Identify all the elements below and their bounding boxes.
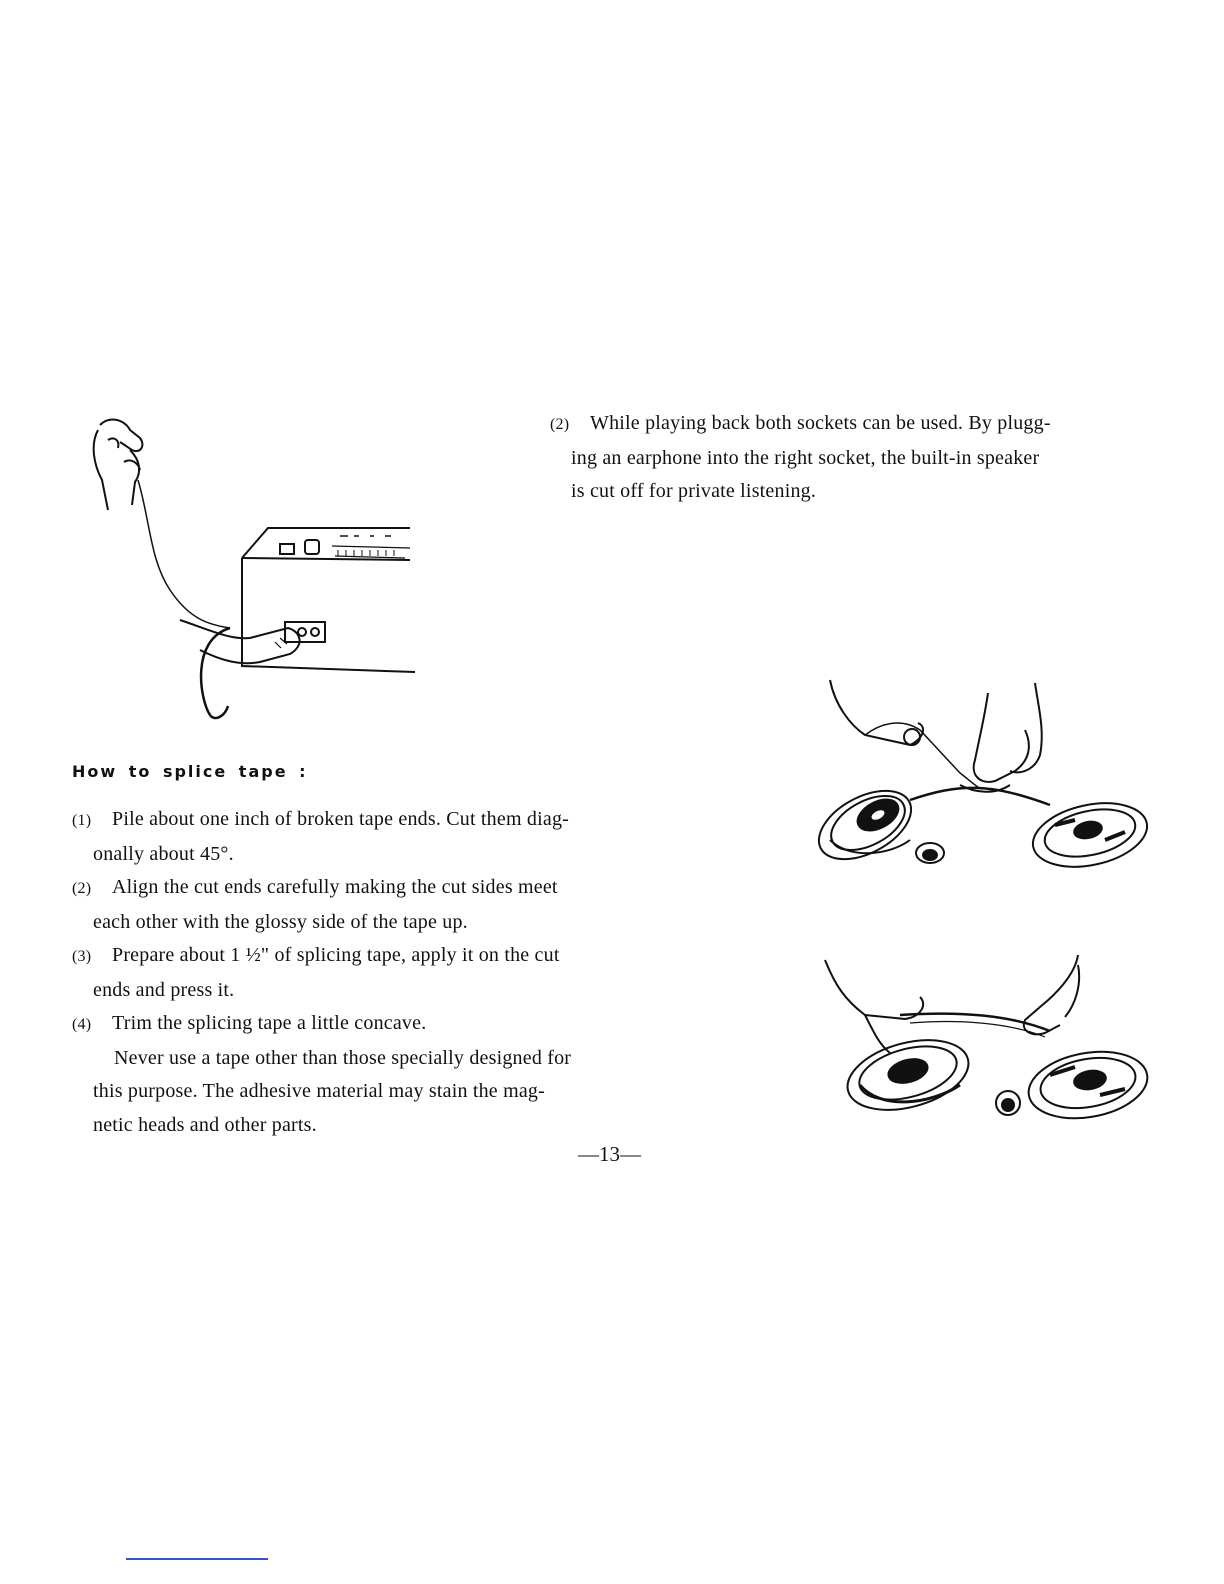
text-line: Prepare about 1 ½" of splicing tape, apply it on the cut bbox=[112, 944, 560, 966]
step-number: (3) bbox=[72, 948, 92, 965]
step-number: (2) bbox=[72, 880, 92, 897]
text-line: Align the cut ends carefully making the cut sides meet bbox=[112, 876, 558, 898]
footer-rule bbox=[126, 1558, 268, 1560]
step-4 bbox=[72, 1007, 682, 1042]
step-1 bbox=[72, 803, 682, 871]
text-line: While playing back both sockets can be used. By plugg- bbox=[590, 412, 1051, 434]
splice-heading: How to splice tape : bbox=[72, 762, 308, 781]
tape-splicing-illustration bbox=[820, 945, 1155, 1125]
warning-note bbox=[72, 1042, 682, 1143]
playback-note-line-1 bbox=[550, 407, 1170, 442]
text-line: each other with the glossy side of the tape up. bbox=[93, 910, 468, 933]
playback-note-line-2: ing an earphone into the right socket, the built-in speaker bbox=[571, 446, 1040, 469]
step-number: (1) bbox=[72, 812, 92, 829]
step-2 bbox=[72, 871, 682, 939]
text-line: netic heads and other parts. bbox=[93, 1113, 317, 1136]
playback-note-line-3: is cut off for private listening. bbox=[571, 480, 817, 502]
item-number: (2) bbox=[550, 416, 570, 433]
splice-steps bbox=[72, 803, 682, 1142]
text-line: ends and press it. bbox=[93, 978, 235, 1001]
playback-note bbox=[550, 407, 1170, 509]
step-3 bbox=[72, 939, 682, 1007]
page-number: —13— bbox=[578, 1142, 641, 1166]
text-line: Never use a tape other than those specially designed for bbox=[114, 1046, 572, 1069]
step-number: (4) bbox=[72, 1016, 92, 1033]
tape-cutting-illustration bbox=[810, 675, 1155, 885]
earphone-plugging-illustration bbox=[80, 410, 420, 730]
text-line: this purpose. The adhesive material may stain the mag- bbox=[93, 1080, 545, 1102]
text-line: Pile about one inch of broken tape ends. Cut them diag- bbox=[112, 808, 570, 830]
text-line: onally about 45°. bbox=[93, 842, 234, 865]
text-line: Trim the splicing tape a little concave. bbox=[112, 1012, 427, 1034]
